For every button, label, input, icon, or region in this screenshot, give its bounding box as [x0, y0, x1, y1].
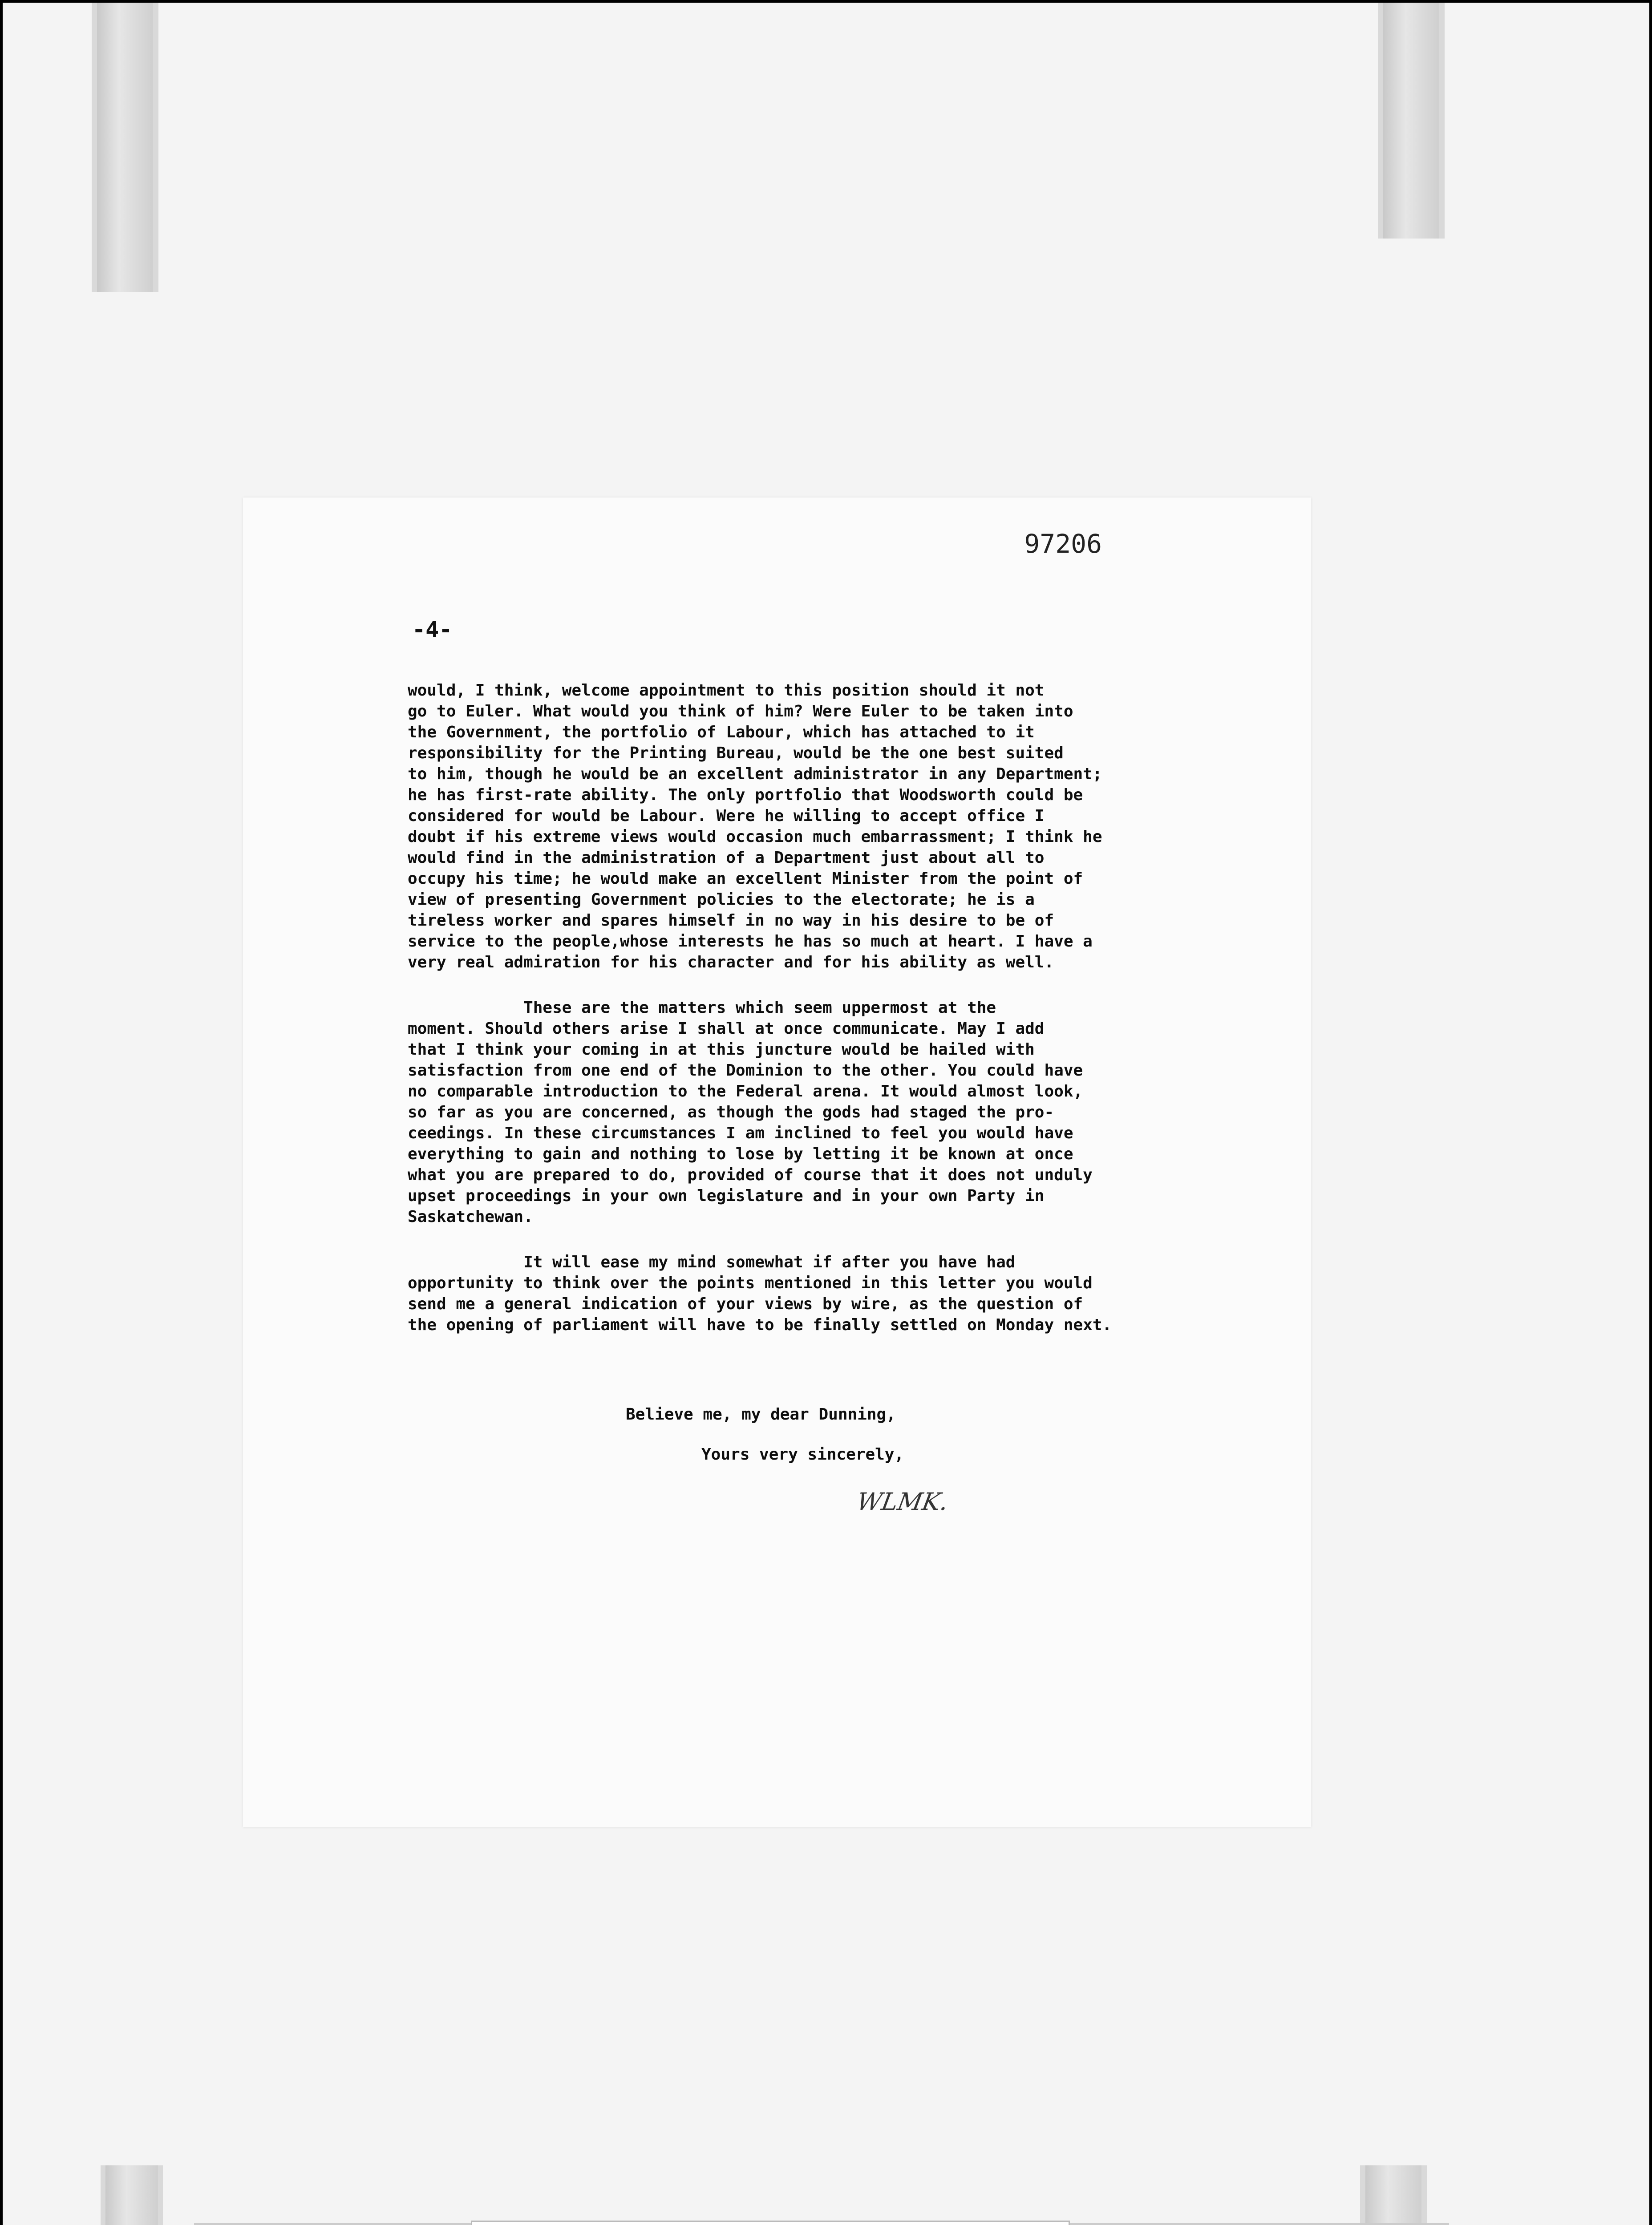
closing-line: Yours very sincerely, — [701, 1445, 904, 1464]
letter-paragraph: These are the matters which seem uppermost at the moment. Should others arise I shall at once communicate. May I add that I think your coming in at this juncture would be hailed with satisfaction from one end of the Dominion to the other. You could have no comparable introduction to the Federal arena. It would almost look, so far as you are concerned, as though the gods had staged the pro- ceedings. In these circumstances I am inclined to feel you would have everything to gain and nothing to lose by letting it be known at once what you are prepared to do, provided of course that it does not unduly upset proceedings in your own legislature and in your own Party in Saskatchewan. — [408, 999, 1093, 1226]
tape-strip-bottom-right — [1360, 2165, 1427, 2225]
archive-page-number: 97206 — [1024, 529, 1102, 559]
letter-paragraph: It will ease my mind somewhat if after you have had opportunity to think over the points mentioned in this letter you would send me a general indication of your views by wire, as the question of the opening of parliament will have to be finally settled on Monday next. — [408, 1253, 1112, 1334]
tape-strip-top-right — [1378, 3, 1445, 239]
page-marker: -4- — [412, 617, 453, 643]
microfilm-board — [3, 3, 1649, 2225]
letter-paragraph: would, I think, welcome appointment to this position should it not go to Euler. What would you think of him? Were Euler to be taken into the Government, the portfolio of Labour, which has attached to it responsibility for the Printing Bureau, would be the one best suited to him, though he would be an excellent administrator in any Department; he has first-rate ability. The only portfolio that Woodsworth could be considered for would be Labour. Were he willing to accept office I doubt if his extreme views would occasion much embarrassment; I think he would find in the administration of a Department just about all to occupy his time; he would make an excellent Minister from the point of view of presenting Government policies to the electorate; he is a tireless worker and spares himself in no way in his desire to be of service to the people,whose interests he has so much at heart. I have a very real admiration for his character and for his ability as well. — [408, 681, 1102, 971]
letter-body — [408, 680, 1280, 1335]
tape-strip-bottom-left — [101, 2165, 163, 2225]
letter-page — [243, 498, 1311, 1827]
tape-strip-top-left — [92, 3, 158, 292]
handwritten-signature: WLMK. — [854, 1488, 951, 1516]
collection-label — [471, 2221, 1070, 2225]
closing-salutation: Believe me, my dear Dunning, — [626, 1405, 896, 1424]
